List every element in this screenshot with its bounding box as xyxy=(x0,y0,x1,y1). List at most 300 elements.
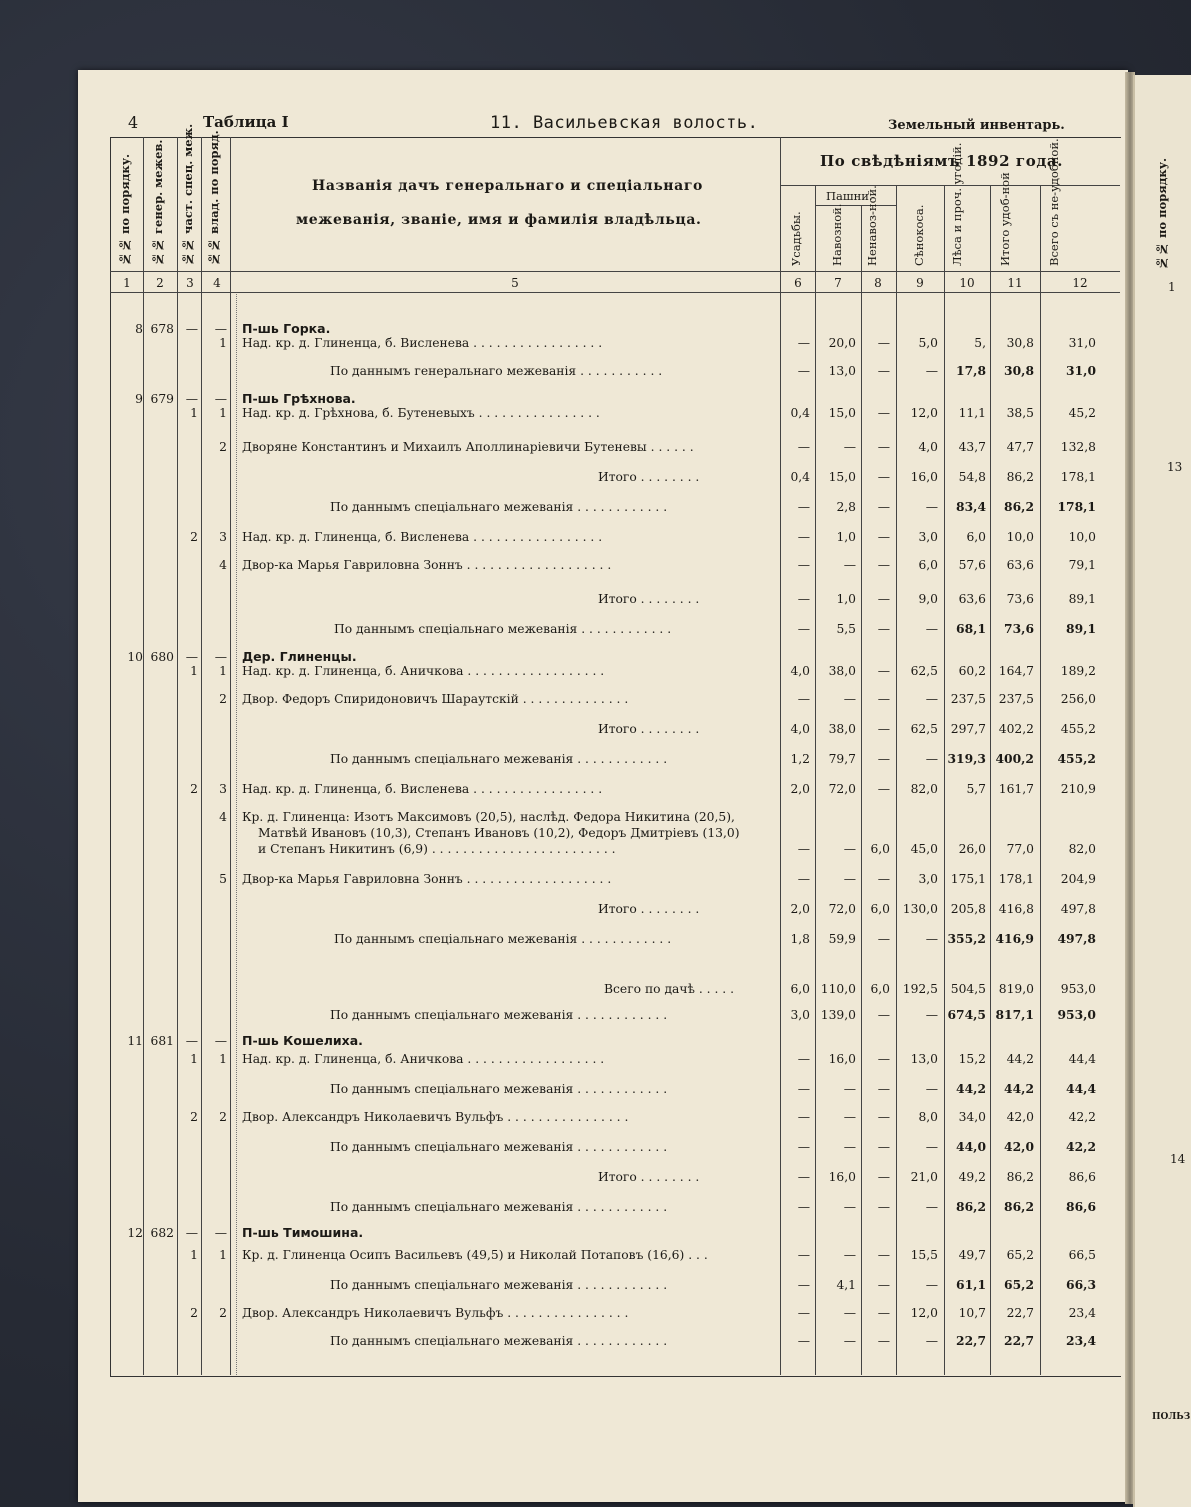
table-row-label: Над. кр. д. Глиненца, б. Висленева . . . . . . . . . . . . . . . . . xyxy=(242,782,603,796)
table-cell-col11: 47,7 xyxy=(1006,440,1034,454)
table-cell-col8: — xyxy=(877,336,890,350)
table-row-label: По даннымъ спеціальнаго межеванія . . . . . . . . . . . . xyxy=(330,1278,668,1292)
table-row-label: Кр. д. Глиненца Осипъ Васильевъ (49,5) и Николай Потаповъ (16,6) . . . xyxy=(242,1248,708,1262)
row-index-c1: 12 xyxy=(127,1226,143,1240)
table-row-label: Дворяне Константинъ и Михаилъ Аполлинаріевичи Бутеневы . . . . . . xyxy=(242,440,694,454)
table-cell-col6: — xyxy=(797,558,810,572)
row-index-c4: — xyxy=(214,392,227,406)
table-row-label: Над. кр. д. Глиненца, б. Аничкова . . . . . . . . . . . . . . . . . . xyxy=(242,664,605,678)
table-cell-col8: — xyxy=(877,1082,890,1096)
row-index-c3: 2 xyxy=(190,782,198,796)
table-cell-col11: 402,2 xyxy=(998,722,1034,736)
table-cell-col7: 1,0 xyxy=(836,530,856,544)
col-number: 10 xyxy=(959,276,975,290)
table-row-label: Двор. Александръ Николаевичъ Вульфъ . . . . . . . . . . . . . . . . xyxy=(242,1110,629,1124)
table-cell-col11: 65,2 xyxy=(1006,1248,1034,1262)
table-cell-col8: — xyxy=(877,1052,890,1066)
table-cell-col9: 16,0 xyxy=(910,470,938,484)
table-cell-col11: 86,2 xyxy=(1006,470,1034,484)
header-homesteads: Усадьбы. xyxy=(789,211,803,266)
table-cell-col12: 82,0 xyxy=(1068,842,1096,856)
table-cell-col6: — xyxy=(797,1248,810,1262)
table-cell-col11: 161,7 xyxy=(998,782,1034,796)
table-cell-col8: — xyxy=(877,1200,890,1214)
row-index-c2: 679 xyxy=(150,392,174,406)
table-cell-col10: 63,6 xyxy=(958,592,986,606)
table-cell-col9: 82,0 xyxy=(910,782,938,796)
table-cell-col7: — xyxy=(843,872,856,886)
table-row-label: Двор-ка Марья Гавриловна Зоннъ . . . . . . . . . . . . . . . . . . . xyxy=(242,872,612,886)
row-index-c4: 1 xyxy=(219,664,227,678)
table-cell-col10: 49,2 xyxy=(958,1170,986,1184)
col-number: 5 xyxy=(511,276,519,290)
next-page-row-number: 14 xyxy=(1170,1152,1186,1166)
table-row-label: Всего по дачѣ . . . . . xyxy=(604,982,734,996)
table-cell-col11: 237,5 xyxy=(998,692,1034,706)
table-cell-col10: 49,7 xyxy=(958,1248,986,1262)
col-number: 1 xyxy=(123,276,131,290)
table-cell-col6: 4,0 xyxy=(790,722,810,736)
col-divider xyxy=(230,137,231,1375)
table-cell-col12: 10,0 xyxy=(1068,530,1096,544)
header-manured: Навозной. xyxy=(830,203,844,266)
row-index-c3: 2 xyxy=(190,530,198,544)
table-cell-col10: 60,2 xyxy=(958,664,986,678)
row-divider xyxy=(110,271,1120,272)
table-cell-col11: 44,2 xyxy=(1006,1052,1034,1066)
row-index-c4: — xyxy=(214,322,227,336)
table-cell-col10: 34,0 xyxy=(958,1110,986,1124)
table-cell-col8: — xyxy=(877,1334,890,1348)
header-total-usable: Итого удоб-ной xyxy=(998,172,1012,266)
table-cell-col10: 15,2 xyxy=(958,1052,986,1066)
table-cell-col7: 4,1 xyxy=(836,1278,856,1292)
col-number: 2 xyxy=(156,276,164,290)
row-index-c4: 3 xyxy=(219,530,227,544)
table-cell-col8: — xyxy=(877,500,890,514)
table-cell-col11: 38,5 xyxy=(1006,406,1034,420)
table-cell-col12: 44,4 xyxy=(1068,1052,1096,1066)
table-cell-col6: — xyxy=(797,842,810,856)
table-cell-col8: — xyxy=(877,932,890,946)
table-cell-col12: 79,1 xyxy=(1068,558,1096,572)
col-number: 11 xyxy=(1007,276,1023,290)
table-cell-col12: 86,6 xyxy=(1066,1199,1096,1214)
table-cell-col10: 355,2 xyxy=(947,931,986,946)
table-cell-col6: — xyxy=(797,1200,810,1214)
header-special-survey: №№ част. спец. меж. xyxy=(181,123,195,266)
table-cell-col6: — xyxy=(797,692,810,706)
table-cell-col9: 12,0 xyxy=(910,1306,938,1320)
table-cell-col7: — xyxy=(843,1140,856,1154)
col-divider xyxy=(990,185,991,1375)
table-cell-col11: 22,7 xyxy=(1004,1333,1034,1348)
table-cell-col12: 497,8 xyxy=(1057,931,1096,946)
header-unmanured: Ненавоз-ной. xyxy=(865,185,879,266)
table-cell-col12: 86,6 xyxy=(1068,1170,1096,1184)
page-title: 11. Васильевская волость. xyxy=(490,113,759,133)
table-cell-col8: — xyxy=(877,872,890,886)
table-cell-col7: 59,9 xyxy=(828,932,856,946)
table-cell-col7: 110,0 xyxy=(820,982,856,996)
col-divider xyxy=(1040,185,1041,1375)
table-cell-col8: — xyxy=(877,1008,890,1022)
header-hayfields: Сѣнокоса. xyxy=(912,204,926,266)
table-cell-col6: — xyxy=(797,1334,810,1348)
table-row-label: Двор. Федоръ Спиридоновичъ Шараутскій . . . . . . . . . . . . . . xyxy=(242,692,629,706)
table-cell-col6: — xyxy=(797,1140,810,1154)
table-cell-col12: 953,0 xyxy=(1057,1007,1096,1022)
page-number: 4 xyxy=(128,113,139,132)
table-cell-col7: 72,0 xyxy=(828,902,856,916)
table-cell-col7: 139,0 xyxy=(820,1008,856,1022)
table-cell-col8: — xyxy=(877,622,890,636)
table-cell-col10: 175,1 xyxy=(950,872,986,886)
row-index-c2: 681 xyxy=(150,1034,174,1048)
table-cell-col7: 79,7 xyxy=(828,752,856,766)
table-cell-col9: 3,0 xyxy=(918,530,938,544)
table-cell-col11: 416,9 xyxy=(995,931,1034,946)
table-cell-col10: 86,2 xyxy=(956,1199,986,1214)
table-row-label: и Степанъ Никитинъ (6,9) . . . . . . . . . . . . . . . . . . . . . . . . xyxy=(258,842,616,856)
table-cell-col12: 953,0 xyxy=(1060,982,1096,996)
table-cell-col11: 164,7 xyxy=(998,664,1034,678)
table-cell-col9: — xyxy=(925,932,938,946)
row-index-c1: 8 xyxy=(135,322,143,336)
row-divider xyxy=(110,292,1120,293)
table-cell-col7: 1,0 xyxy=(836,592,856,606)
table-cell-col9: 9,0 xyxy=(918,592,938,606)
table-cell-col8: — xyxy=(877,470,890,484)
row-index-c3: 1 xyxy=(190,406,198,420)
table-row-label: По даннымъ спеціальнаго межеванія . . . . . . . . . . . . xyxy=(334,622,672,636)
table-row-label: По даннымъ спеціальнаго межеванія . . . . . . . . . . . . xyxy=(330,1200,668,1214)
table-cell-col7: — xyxy=(843,558,856,572)
table-cell-col12: 178,1 xyxy=(1057,499,1096,514)
table-cell-col8: — xyxy=(877,530,890,544)
table-cell-col9: 62,5 xyxy=(910,664,938,678)
table-cell-col8: — xyxy=(877,406,890,420)
table-cell-col7: — xyxy=(843,692,856,706)
table-row-label: Двор-ка Марья Гавриловна Зоннъ . . . . . . . . . . . . . . . . . . . xyxy=(242,558,612,572)
table-cell-col10: 57,6 xyxy=(958,558,986,572)
table-cell-col7: — xyxy=(843,1248,856,1262)
table-cell-col8: — xyxy=(877,692,890,706)
table-cell-col6: — xyxy=(797,1170,810,1184)
table-cell-col11: 819,0 xyxy=(998,982,1034,996)
table-cell-col9: — xyxy=(925,622,938,636)
table-cell-col8: — xyxy=(877,1306,890,1320)
row-index-c3: — xyxy=(185,1226,198,1240)
row-index-c3: 1 xyxy=(190,1052,198,1066)
table-cell-col9: 5,0 xyxy=(918,336,938,350)
table-cell-col11: 10,0 xyxy=(1006,530,1034,544)
table-row-label: Над. кр. д. Глиненца, б. Аничкова . . . . . . . . . . . . . . . . . . xyxy=(242,1052,605,1066)
table-cell-col11: 73,6 xyxy=(1004,621,1034,636)
table-cell-col10: 5, xyxy=(974,336,986,350)
table-cell-col6: — xyxy=(797,1306,810,1320)
table-cell-col12: 42,2 xyxy=(1068,1110,1096,1124)
table-row-label: Над. кр. д. Глиненца, б. Висленева . . . . . . . . . . . . . . . . . xyxy=(242,530,603,544)
col-number: 8 xyxy=(874,276,882,290)
row-index-c4: 2 xyxy=(219,1306,227,1320)
table-cell-col10: 504,5 xyxy=(950,982,986,996)
table-cell-col11: 44,2 xyxy=(1004,1081,1034,1096)
table-cell-col6: — xyxy=(797,1278,810,1292)
col-number: 4 xyxy=(213,276,221,290)
table-cell-col9: — xyxy=(925,500,938,514)
row-index-c4: — xyxy=(214,1226,227,1240)
table-cell-col12: 44,4 xyxy=(1066,1081,1096,1096)
table-cell-col12: 89,1 xyxy=(1068,592,1096,606)
table-cell-col10: 44,0 xyxy=(956,1139,986,1154)
row-index-c3: 2 xyxy=(190,1306,198,1320)
table-cell-col7: 5,5 xyxy=(836,622,856,636)
header-total-all: Всего съ не-удобной. xyxy=(1047,138,1061,266)
table-cell-col12: 210,9 xyxy=(1060,782,1096,796)
row-index-c4: 2 xyxy=(219,1110,227,1124)
table-cell-col8: 6,0 xyxy=(870,982,890,996)
table-cell-col8: — xyxy=(877,364,890,378)
table-row-label: Итого . . . . . . . . xyxy=(598,470,700,484)
table-cell-col12: 42,2 xyxy=(1066,1139,1096,1154)
row-index-c2: 682 xyxy=(150,1226,174,1240)
table-row-label: По даннымъ генеральнаго межеванія . . . . . . . . . . . xyxy=(330,364,663,378)
table-cell-col8: — xyxy=(877,558,890,572)
table-row-label: По даннымъ спеціальнаго межеванія . . . . . . . . . . . . xyxy=(330,1082,668,1096)
table-cell-col6: — xyxy=(797,336,810,350)
table-cell-col9: — xyxy=(925,692,938,706)
table-cell-col9: — xyxy=(925,1140,938,1154)
table-row-label: Итого . . . . . . . . xyxy=(598,1170,700,1184)
table-cell-col10: 83,4 xyxy=(956,499,986,514)
table-cell-col11: 416,8 xyxy=(998,902,1034,916)
table-cell-col12: 497,8 xyxy=(1060,902,1096,916)
table-cell-col12: 256,0 xyxy=(1060,692,1096,706)
table-cell-col9: 13,0 xyxy=(910,1052,938,1066)
next-page-header: №№ по порядку. xyxy=(1155,157,1169,270)
table-cell-col11: 86,2 xyxy=(1004,1199,1034,1214)
table-cell-col10: 61,1 xyxy=(956,1277,986,1292)
row-index-c3: — xyxy=(185,1034,198,1048)
table-cell-col11: 42,0 xyxy=(1004,1139,1034,1154)
table-cell-col7: — xyxy=(843,440,856,454)
table-cell-col11: 77,0 xyxy=(1006,842,1034,856)
row-index-c1: 11 xyxy=(127,1034,143,1048)
table-cell-col10: 43,7 xyxy=(958,440,986,454)
table-cell-col9: 6,0 xyxy=(918,558,938,572)
row-index-c4: 1 xyxy=(219,1052,227,1066)
row-index-c2: 680 xyxy=(150,650,174,664)
table-cell-col11: 86,2 xyxy=(1004,499,1034,514)
row-index-c4: 2 xyxy=(219,440,227,454)
table-cell-col11: 400,2 xyxy=(995,751,1034,766)
table-cell-col7: 15,0 xyxy=(828,406,856,420)
header-1892-group: По свѣдѣніямъ 1892 года. xyxy=(820,152,1064,170)
table-cell-col6: — xyxy=(797,622,810,636)
table-cell-col7: 2,8 xyxy=(836,500,856,514)
row-index-c4: 3 xyxy=(219,782,227,796)
table-cell-col8: — xyxy=(877,752,890,766)
table-row-label: Матвѣй Ивановъ (10,3), Степанъ Ивановъ (10,2), Федоръ Дмитріевъ (13,0) xyxy=(258,826,740,840)
row-index-c4: 1 xyxy=(219,1248,227,1262)
header-forests: Лѣса и проч. угодій. xyxy=(950,142,964,266)
table-cell-col7: — xyxy=(843,1306,856,1320)
table-cell-col12: 204,9 xyxy=(1060,872,1096,886)
table-cell-col7: 20,0 xyxy=(828,336,856,350)
table-cell-col10: 10,7 xyxy=(958,1306,986,1320)
table-cell-col10: 68,1 xyxy=(956,621,986,636)
table-cell-col6: — xyxy=(797,500,810,514)
estate-heading: П-шь Горка. xyxy=(242,321,331,336)
table-cell-col11: 73,6 xyxy=(1006,592,1034,606)
table-cell-col11: 817,1 xyxy=(995,1007,1034,1022)
table-cell-col11: 22,7 xyxy=(1006,1306,1034,1320)
table-cell-col9: 3,0 xyxy=(918,872,938,886)
estate-heading: П-шь Грѣхнова. xyxy=(242,391,356,406)
table-cell-col12: 132,8 xyxy=(1060,440,1096,454)
table-cell-col6: — xyxy=(797,872,810,886)
table-cell-col6: 6,0 xyxy=(790,982,810,996)
next-page-row-number: 13 xyxy=(1167,460,1183,474)
table-cell-col9: 45,0 xyxy=(910,842,938,856)
table-cell-col11: 86,2 xyxy=(1006,1170,1034,1184)
table-cell-col9: 4,0 xyxy=(918,440,938,454)
table-cell-col6: — xyxy=(797,1082,810,1096)
table-cell-col6: — xyxy=(797,1052,810,1066)
table-row-label: По даннымъ спеціальнаго межеванія . . . . . . . . . . . . xyxy=(330,752,668,766)
table-row-label: Итого . . . . . . . . xyxy=(598,592,700,606)
row-index-c4: 5 xyxy=(219,872,227,886)
table-cell-col9: 130,0 xyxy=(902,902,938,916)
col-number: 12 xyxy=(1072,276,1088,290)
row-index-c3: — xyxy=(185,650,198,664)
table-cell-col8: — xyxy=(877,722,890,736)
header-names-line1: Названія дачъ генеральнаго и спеціальнаго xyxy=(312,178,703,194)
table-cell-col10: 319,3 xyxy=(947,751,986,766)
row-index-c3: — xyxy=(185,392,198,406)
table-cell-col11: 30,8 xyxy=(1006,336,1034,350)
table-cell-col6: 3,0 xyxy=(790,1008,810,1022)
table-cell-col7: — xyxy=(843,1200,856,1214)
table-row-label: Кр. д. Глиненца: Изотъ Максимовъ (20,5), наслѣд. Федора Никитина (20,5), xyxy=(242,810,735,824)
table-cell-col9: 21,0 xyxy=(910,1170,938,1184)
table-cell-col6: 1,2 xyxy=(790,752,810,766)
table-cell-col12: 45,2 xyxy=(1068,406,1096,420)
table-cell-col12: 23,4 xyxy=(1068,1306,1096,1320)
table-row-label: Двор. Александръ Николаевичъ Вульфъ . . . . . . . . . . . . . . . . xyxy=(242,1306,629,1320)
table-cell-col7: 13,0 xyxy=(828,364,856,378)
row-index-c4: 1 xyxy=(219,406,227,420)
table-cell-col9: — xyxy=(925,1200,938,1214)
table-cell-col7: — xyxy=(843,1334,856,1348)
row-index-c3: 1 xyxy=(190,664,198,678)
next-page-footer: ПОЛЬЗ xyxy=(1152,1412,1191,1422)
table-cell-col6: 0,4 xyxy=(790,406,810,420)
table-cell-col7: — xyxy=(843,1110,856,1124)
table-cell-col9: — xyxy=(925,1278,938,1292)
table-cell-col12: 31,0 xyxy=(1066,363,1096,378)
table-cell-col12: 66,5 xyxy=(1068,1248,1096,1262)
row-index-c3: 2 xyxy=(190,1110,198,1124)
estate-heading: П-шь Кошелиха. xyxy=(242,1033,363,1048)
table-cell-col10: 5,7 xyxy=(966,782,986,796)
table-row-label: Над. кр. д. Глиненца, б. Висленева . . . . . . . . . . . . . . . . . xyxy=(242,336,603,350)
table-cell-col6: — xyxy=(797,530,810,544)
table-cell-col10: 54,8 xyxy=(958,470,986,484)
col-number: 6 xyxy=(794,276,802,290)
table-cell-col11: 42,0 xyxy=(1006,1110,1034,1124)
table-cell-col8: — xyxy=(877,1278,890,1292)
table-cell-col7: — xyxy=(843,1082,856,1096)
table-cell-col10: 6,0 xyxy=(966,530,986,544)
table-cell-col8: — xyxy=(877,1110,890,1124)
table-cell-col10: 674,5 xyxy=(947,1007,986,1022)
estate-heading: Дер. Глиненцы. xyxy=(242,649,357,664)
table-cell-col8: 6,0 xyxy=(870,842,890,856)
table-cell-col8: — xyxy=(877,664,890,678)
table-label: Таблица I xyxy=(203,113,289,131)
table-cell-col12: 89,1 xyxy=(1066,621,1096,636)
col-dotted-divider xyxy=(236,292,237,1375)
row-index-c4: 4 xyxy=(219,810,227,824)
table-cell-col8: — xyxy=(877,440,890,454)
table-cell-col11: 65,2 xyxy=(1004,1277,1034,1292)
header-owner-number: №№ влад. по поряд. xyxy=(207,130,221,266)
table-cell-col9: — xyxy=(925,364,938,378)
table-row-label: Над. кр. д. Грѣхнова, б. Бутеневыхъ . . . . . . . . . . . . . . . . xyxy=(242,406,600,420)
header-names-line2: межеванія, званіе, имя и фамилія владѣльца. xyxy=(296,212,702,228)
table-cell-col6: — xyxy=(797,592,810,606)
header-order-number: №№ по порядку. xyxy=(118,153,132,266)
table-cell-col10: 26,0 xyxy=(958,842,986,856)
table-cell-col6: 4,0 xyxy=(790,664,810,678)
table-cell-col10: 205,8 xyxy=(950,902,986,916)
row-index-c1: 9 xyxy=(135,392,143,406)
table-cell-col9: 8,0 xyxy=(918,1110,938,1124)
table-cell-col9: 15,5 xyxy=(910,1248,938,1262)
estate-heading: П-шь Тимошина. xyxy=(242,1225,364,1240)
table-cell-col7: 72,0 xyxy=(828,782,856,796)
col-number: 7 xyxy=(834,276,842,290)
row-index-c2: 678 xyxy=(150,322,174,336)
table-cell-col9: — xyxy=(925,1008,938,1022)
adjacent-page-edge xyxy=(1133,75,1191,1507)
table-cell-col10: 237,5 xyxy=(950,692,986,706)
table-cell-col8: — xyxy=(877,782,890,796)
row-index-c4: 2 xyxy=(219,692,227,706)
table-cell-col8: — xyxy=(877,592,890,606)
table-cell-col11: 30,8 xyxy=(1004,363,1034,378)
table-cell-col12: 455,2 xyxy=(1057,751,1096,766)
table-row-label: По даннымъ спеціальнаго межеванія . . . . . . . . . . . . xyxy=(330,500,668,514)
row-divider xyxy=(815,205,896,206)
table-cell-col6: 1,8 xyxy=(790,932,810,946)
table-cell-col12: 178,1 xyxy=(1060,470,1096,484)
table-cell-col8: — xyxy=(877,1140,890,1154)
table-cell-col6: 2,0 xyxy=(790,782,810,796)
table-cell-col6: 0,4 xyxy=(790,470,810,484)
table-cell-col7: 15,0 xyxy=(828,470,856,484)
header-arable: Пашни. xyxy=(826,189,873,203)
table-cell-col12: 23,4 xyxy=(1066,1333,1096,1348)
row-index-c3: — xyxy=(185,322,198,336)
row-index-c4: — xyxy=(214,1034,227,1048)
table-cell-col7: 16,0 xyxy=(828,1170,856,1184)
table-cell-col11: 178,1 xyxy=(998,872,1034,886)
table-cell-col12: 31,0 xyxy=(1068,336,1096,350)
row-index-c4: 1 xyxy=(219,336,227,350)
